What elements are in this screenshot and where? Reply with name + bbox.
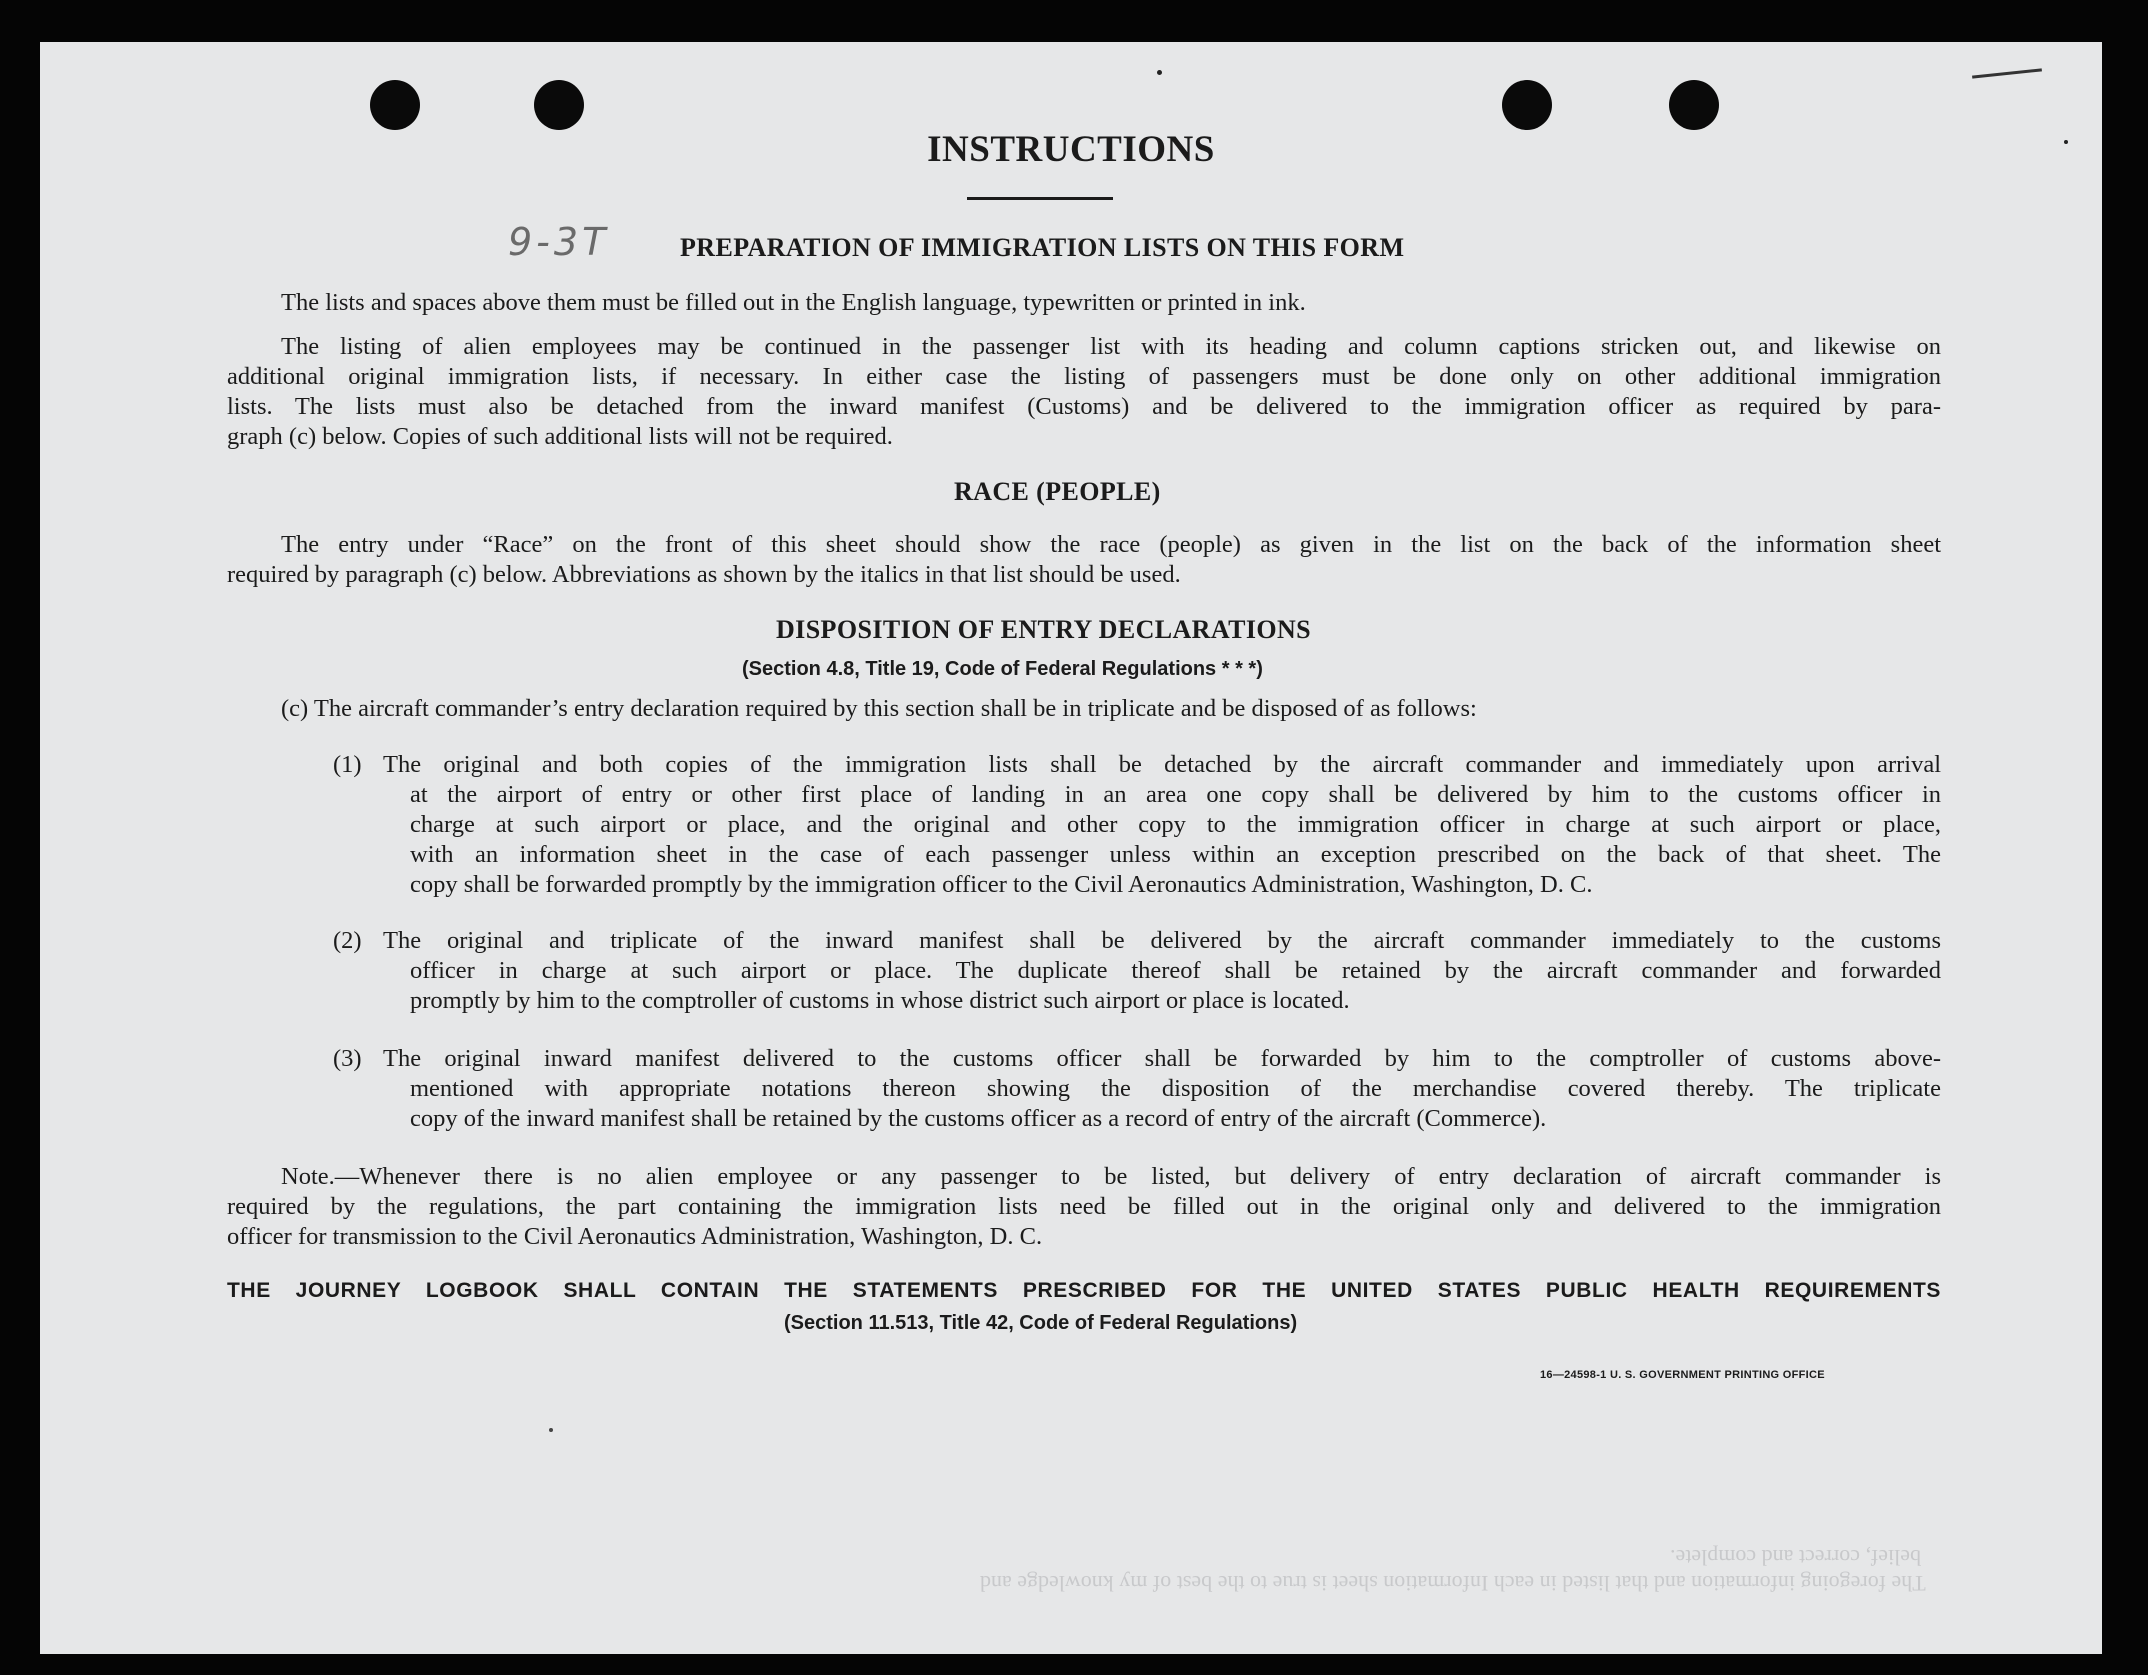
- speck: [1157, 70, 1162, 75]
- document-page: [40, 42, 2102, 1654]
- race-heading: RACE (PEOPLE): [954, 477, 1161, 506]
- page-title: INSTRUCTIONS: [927, 129, 1215, 170]
- disposition-citation: (Section 4.8, Title 19, Code of Federal Regulations * * *): [742, 658, 1263, 680]
- bleed-through-text-2: belief, correct and complete.: [1670, 1545, 1922, 1570]
- punch-hole: [370, 80, 420, 130]
- note-paragraph: Note.—Whenever there is no alien employee or any passenger to be listed, but delivery of entry declaration of aircraft commander is required by the regulations, the part containing the immigration lists need be filled out in the original only and delivered to the immigration officer for transmission to the Civil Aeronautics Administration, Washington, D. C.: [227, 1163, 1941, 1250]
- preparation-paragraph-1: The lists and spaces above them must be filled out in the English language, typewritten or printed in ink.: [281, 289, 1306, 316]
- disposition-heading: DISPOSITION OF ENTRY DECLARATIONS: [776, 615, 1312, 644]
- punch-hole: [1669, 80, 1719, 130]
- race-paragraph: The entry under “Race” on the front of this sheet should show the race (people) as given in the list on the back of the information sheet required by paragraph (c) below. Abbreviations as shown by the italics in that list should be used.: [227, 531, 1941, 588]
- preparation-heading: PREPARATION OF IMMIGRATION LISTS ON THIS FORM: [680, 233, 1405, 262]
- handwritten-note: 9-3T: [508, 220, 610, 264]
- logbook-citation: (Section 11.513, Title 42, Code of Federal Regulations): [784, 1312, 1298, 1334]
- speck: [549, 1428, 553, 1432]
- disposition-item-2: The original and triplicate of the inward manifest shall be delivered by the aircraft commander immediately to the customs officer in charge at such airport or place. The duplicate thereof shall be retained by the aircraft commander and forwarded promptly by him to the comptroller of customs in whose district such airport or place is located.: [383, 927, 1941, 1014]
- printer-mark: 16—24598-1 U. S. GOVERNMENT PRINTING OFFICE: [1540, 1369, 1825, 1381]
- speck: [2064, 140, 2068, 144]
- title-divider: [967, 197, 1113, 200]
- punch-hole: [1502, 80, 1552, 130]
- disposition-item-1-label: (1): [333, 751, 362, 778]
- disposition-item-2-label: (2): [333, 927, 362, 954]
- disposition-item-1: The original and both copies of the immigration lists shall be detached by the aircraft commander and immediately upon arrival at the airport of entry or other first place of landing in an area one copy shall be delivered by him to the customs officer in charge at such airport or place, and the original and other copy to the immigration officer in charge at such airport or place, with an information sheet in the case of each passenger unless within an exception prescribed on the back of that sheet. The copy shall be forwarded promptly by the immigration officer to the Civil Aeronautics Administration, Washington, D. C.: [383, 751, 1941, 898]
- disposition-intro: (c) The aircraft commander’s entry declaration required by this section shall be in triplicate and be disposed of as follows:: [281, 695, 1477, 722]
- disposition-item-3: The original inward manifest delivered to the customs officer shall be forwarded by him to the comptroller of customs above- mentioned with appropriate notations thereon showing the disposition of the merchandise covered thereby. The triplicate copy of the inward manifest shall be retained by the customs officer as a record of entry of the aircraft (Commerce).: [383, 1045, 1941, 1132]
- disposition-item-3-label: (3): [333, 1045, 362, 1072]
- punch-hole: [534, 80, 584, 130]
- top-right-mark: [1972, 68, 2042, 78]
- preparation-paragraph-2: The listing of alien employees may be continued in the passenger list with its heading and column captions stricken out, and likewise on additional original immigration lists, if necessary. In either case the listing of passengers must be done only on other additional immigration lists. The lists must also be detached from the inward manifest (Customs) and be delivered to the immigration officer as required by para- graph (c) below. Copies of such additional lists will not be required.: [227, 333, 1941, 450]
- bleed-through-text-1: The foregoing information and that listed in each Information sheet is true to the best of my knowledge and: [980, 1571, 1926, 1596]
- logbook-statement: THE JOURNEY LOGBOOK SHALL CONTAIN THE STATEMENTS PRESCRIBED FOR THE UNITED STATES PUBLIC HEALTH REQUIREMENTS: [227, 1279, 1941, 1302]
